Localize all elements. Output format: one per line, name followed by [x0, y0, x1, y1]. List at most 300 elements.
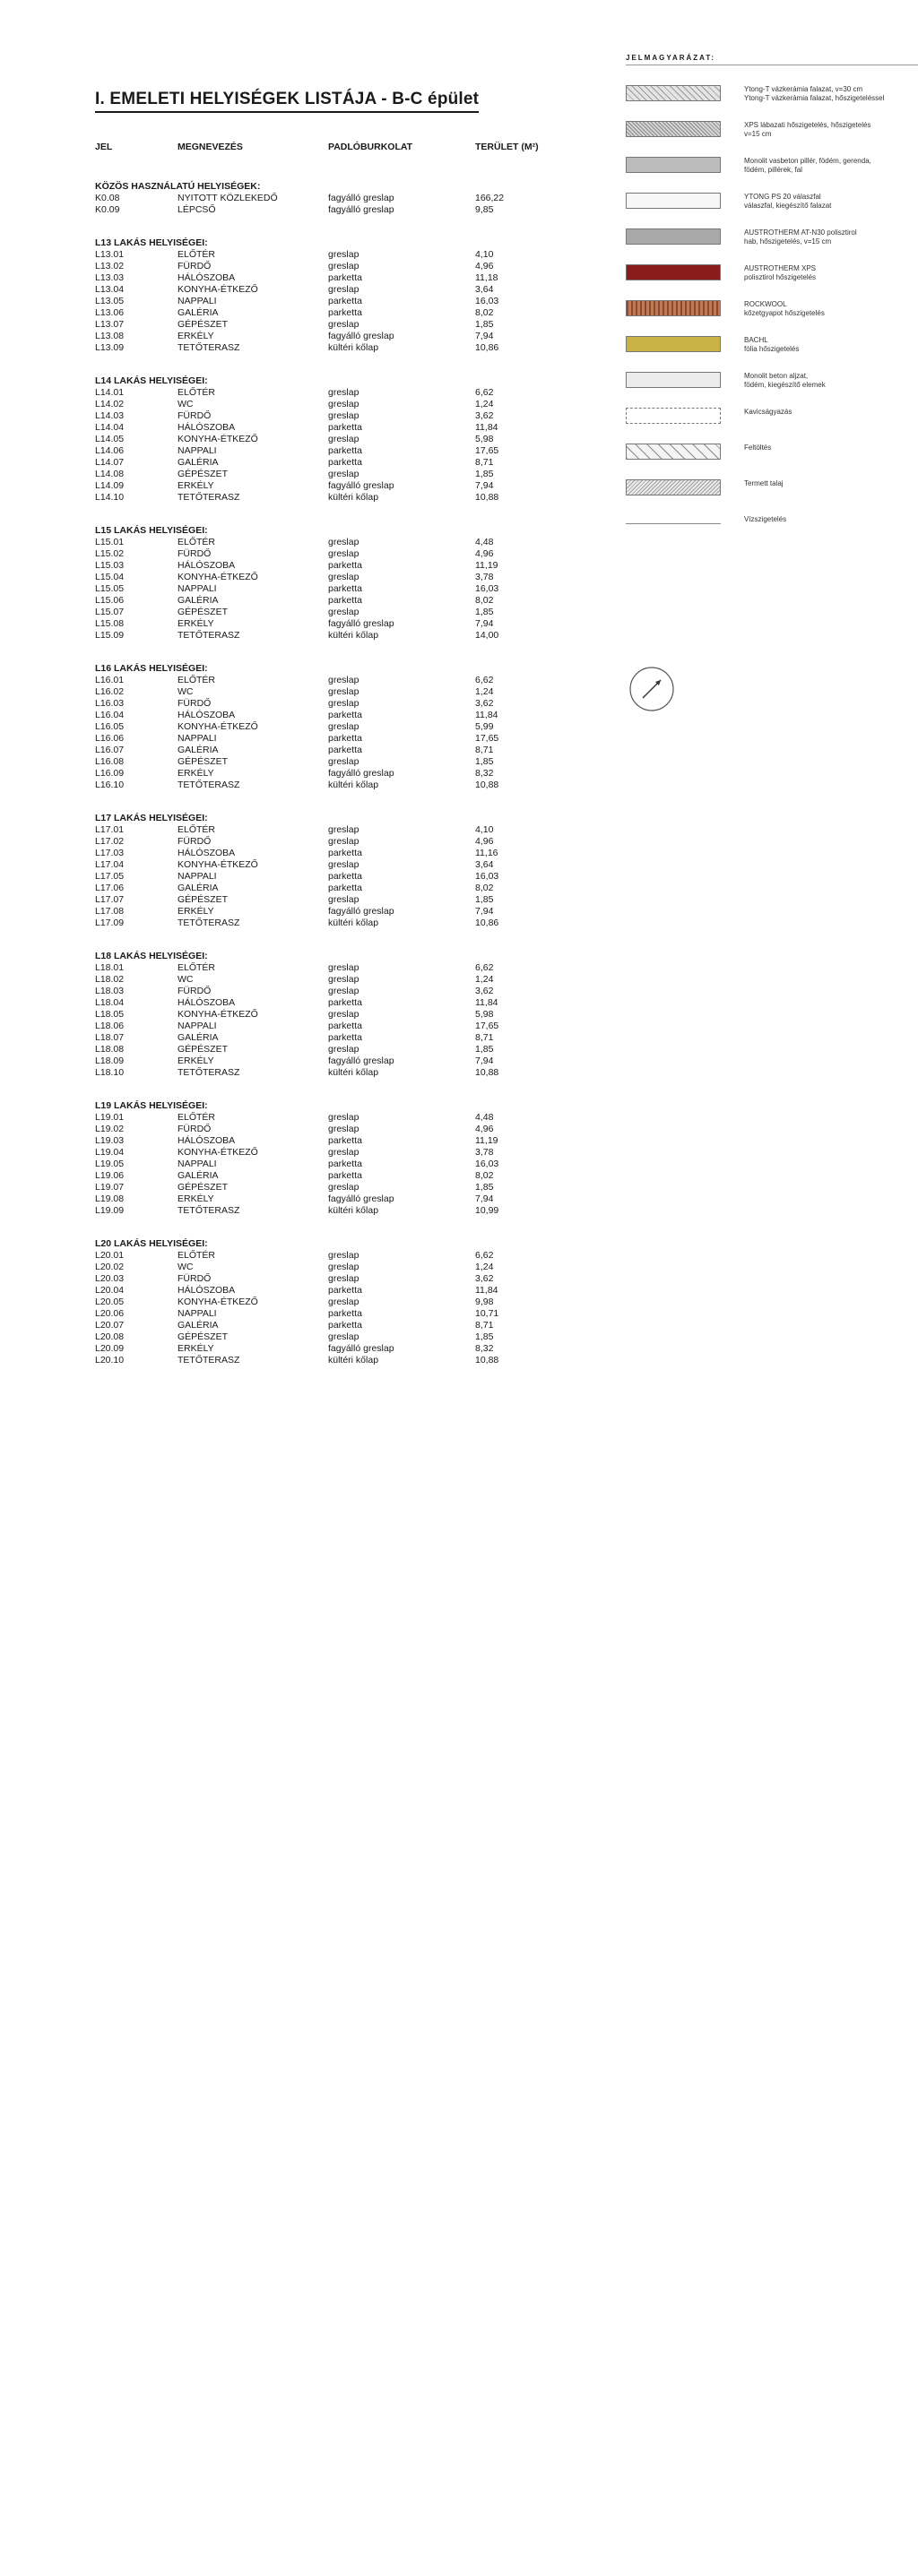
- room-area: 1,85: [475, 1044, 494, 1055]
- legend-swatch: [626, 444, 721, 460]
- room-code: L16.07: [95, 745, 125, 755]
- legend-item: [626, 264, 918, 300]
- room-code: L19.03: [95, 1135, 125, 1146]
- room-section: [95, 525, 579, 642]
- room-code: L19.05: [95, 1159, 125, 1169]
- room-floor: fagyálló greslap: [328, 768, 394, 779]
- table-row: [95, 698, 579, 710]
- table-row: [95, 918, 579, 929]
- room-area: 4,10: [475, 824, 494, 835]
- legend-text: AUSTROTHERM AT-N30 polisztirol hab, hőszigetelés, v=15 cm: [744, 228, 857, 246]
- room-area: 1,24: [475, 1262, 494, 1272]
- room-name: ELŐTÉR: [178, 537, 216, 547]
- room-floor: greslap: [328, 1331, 359, 1342]
- room-name: TETŐTERASZ: [178, 492, 240, 503]
- room-floor: greslap: [328, 894, 359, 905]
- room-name: GALÉRIA: [178, 1320, 219, 1331]
- room-area: 10,88: [475, 1067, 499, 1078]
- room-floor: parketta: [328, 745, 362, 755]
- room-area: 1,24: [475, 399, 494, 409]
- table-row: [95, 537, 579, 548]
- room-floor: greslap: [328, 261, 359, 271]
- room-floor: parketta: [328, 1308, 362, 1319]
- room-code: L16.08: [95, 756, 125, 767]
- table-row: [95, 399, 579, 410]
- room-code: L19.07: [95, 1182, 125, 1193]
- room-code: L16.10: [95, 780, 125, 790]
- header-code: JEL: [95, 142, 113, 152]
- section-title: L14 LAKÁS HELYISÉGEI:: [95, 375, 208, 386]
- page-title: I. EMELETI HELYISÉGEK LISTÁJA - B-C épület: [95, 90, 479, 113]
- legend-item: [626, 515, 918, 551]
- room-code: L18.07: [95, 1032, 125, 1043]
- room-floor: parketta: [328, 871, 362, 882]
- room-name: KONYHA-ÉTKEZŐ: [178, 859, 258, 870]
- room-area: 3,78: [475, 1147, 494, 1158]
- room-area: 4,48: [475, 537, 494, 547]
- legend-swatch: [626, 408, 721, 424]
- room-code: L20.03: [95, 1273, 125, 1284]
- legend-text: Ytong-T vázkerámia falazat, v=30 cm Ytong-T vázkerámia falazat, hőszigeteléssel: [744, 85, 885, 102]
- table-row: [95, 824, 579, 836]
- room-floor: greslap: [328, 1124, 359, 1134]
- room-code: L13.04: [95, 284, 125, 295]
- room-name: GÉPÉSZET: [178, 894, 229, 905]
- table-row: [95, 686, 579, 698]
- room-floor: greslap: [328, 824, 359, 835]
- table-row: [95, 249, 579, 261]
- room-floor: greslap: [328, 721, 359, 732]
- room-code: L14.05: [95, 434, 125, 444]
- table-row: [95, 331, 579, 342]
- room-code: L18.01: [95, 962, 125, 973]
- room-floor: greslap: [328, 986, 359, 996]
- room-floor: parketta: [328, 583, 362, 594]
- legend-text: Vízszigetelés: [744, 515, 787, 523]
- room-code: L16.01: [95, 675, 125, 685]
- room-code: L14.08: [95, 469, 125, 479]
- room-floor: kültéri kőlap: [328, 1205, 379, 1216]
- table-row: [95, 1159, 579, 1170]
- room-area: 10,88: [475, 1355, 499, 1366]
- legend-swatch: [626, 300, 721, 316]
- room-area: 17,65: [475, 733, 499, 744]
- room-code: L14.09: [95, 480, 125, 491]
- table-row: [95, 1055, 579, 1067]
- room-floor: parketta: [328, 883, 362, 893]
- room-code: L18.06: [95, 1021, 125, 1031]
- room-section: [95, 1100, 579, 1217]
- room-code: L14.01: [95, 387, 125, 398]
- room-code: K0.08: [95, 193, 120, 203]
- room-name: ERKÉLY: [178, 480, 214, 491]
- room-area: 5,99: [475, 721, 494, 732]
- table-row: [95, 1273, 579, 1285]
- room-area: 166,22: [475, 193, 505, 203]
- room-code: L18.02: [95, 974, 125, 985]
- legend-swatch: [626, 523, 721, 524]
- room-name: LÉPCSŐ: [178, 204, 216, 215]
- room-floor: parketta: [328, 848, 362, 858]
- table-row: [95, 445, 579, 457]
- section-title: L16 LAKÁS HELYISÉGEI:: [95, 663, 208, 674]
- room-name: GALÉRIA: [178, 595, 219, 606]
- room-name: FÜRDŐ: [178, 1273, 212, 1284]
- room-code: L13.09: [95, 342, 125, 353]
- room-name: WC: [178, 974, 194, 985]
- room-name: ERKÉLY: [178, 1055, 214, 1066]
- room-floor: greslap: [328, 434, 359, 444]
- room-code: L19.09: [95, 1205, 125, 1216]
- table-row: [95, 986, 579, 997]
- room-floor: greslap: [328, 859, 359, 870]
- room-name: GÉPÉSZET: [178, 1044, 229, 1055]
- room-area: 8,71: [475, 1032, 494, 1043]
- table-row: [95, 1355, 579, 1366]
- room-floor: greslap: [328, 1250, 359, 1261]
- legend-item: [626, 444, 918, 479]
- table-row: [95, 572, 579, 583]
- room-code: L16.03: [95, 698, 125, 709]
- table-row: [95, 1205, 579, 1217]
- table-row: [95, 630, 579, 642]
- legend-text: Monolit beton aljzat, födém, kiegészítő elemek: [744, 372, 826, 389]
- room-area: 3,78: [475, 572, 494, 582]
- room-floor: fagyálló greslap: [328, 906, 394, 917]
- room-name: GÉPÉSZET: [178, 1331, 229, 1342]
- room-name: FÜRDŐ: [178, 986, 212, 996]
- room-area: 11,19: [475, 1135, 498, 1146]
- room-floor: greslap: [328, 399, 359, 409]
- table-row: [95, 962, 579, 974]
- room-code: L19.04: [95, 1147, 125, 1158]
- room-area: 11,19: [475, 560, 498, 571]
- room-name: GALÉRIA: [178, 883, 219, 893]
- room-floor: greslap: [328, 410, 359, 421]
- room-floor: greslap: [328, 1182, 359, 1193]
- room-name: TETŐTERASZ: [178, 1067, 240, 1078]
- room-floor: greslap: [328, 962, 359, 973]
- room-area: 7,94: [475, 1193, 494, 1204]
- table-row: [95, 480, 579, 492]
- table-row: [95, 756, 579, 768]
- legend-item: [626, 300, 918, 336]
- room-name: NAPPALI: [178, 1021, 217, 1031]
- room-floor: kültéri kőlap: [328, 630, 379, 641]
- table-row: [95, 780, 579, 791]
- room-code: K0.09: [95, 204, 120, 215]
- room-name: TETŐTERASZ: [178, 780, 240, 790]
- room-floor: parketta: [328, 560, 362, 571]
- table-row: [95, 1285, 579, 1297]
- room-name: TETŐTERASZ: [178, 342, 240, 353]
- legend-swatch: [626, 372, 721, 388]
- table-row: [95, 836, 579, 848]
- legend-item: [626, 228, 918, 264]
- room-section: [95, 1238, 579, 1366]
- room-area: 7,94: [475, 480, 494, 491]
- room-code: L13.08: [95, 331, 125, 341]
- room-floor: greslap: [328, 1147, 359, 1158]
- room-area: 10,88: [475, 492, 499, 503]
- room-name: HÁLÓSZOBA: [178, 848, 236, 858]
- room-name: NAPPALI: [178, 1159, 217, 1169]
- room-name: ERKÉLY: [178, 331, 214, 341]
- room-area: 8,02: [475, 1170, 494, 1181]
- room-code: L20.08: [95, 1331, 125, 1342]
- room-code: L13.07: [95, 319, 125, 330]
- room-code: L18.08: [95, 1044, 125, 1055]
- legend: [626, 54, 918, 551]
- room-name: ELŐTÉR: [178, 962, 216, 973]
- room-area: 11,84: [475, 997, 498, 1008]
- legend-text: AUSTROTHERM XPS polisztirol hőszigetelés: [744, 264, 817, 281]
- table-row: [95, 848, 579, 859]
- room-code: L17.08: [95, 906, 125, 917]
- room-floor: greslap: [328, 1262, 359, 1272]
- room-name: GALÉRIA: [178, 1032, 219, 1043]
- room-code: L19.06: [95, 1170, 125, 1181]
- room-area: 1,85: [475, 319, 494, 330]
- table-row: [95, 721, 579, 733]
- table-row: [95, 1124, 579, 1135]
- room-name: GÉPÉSZET: [178, 1182, 229, 1193]
- legend-item: [626, 193, 918, 228]
- table-row: [95, 548, 579, 560]
- room-code: L15.01: [95, 537, 125, 547]
- room-name: NAPPALI: [178, 445, 217, 456]
- legend-text: BACHL fólia hőszigetelés: [744, 336, 800, 353]
- room-floor: parketta: [328, 296, 362, 306]
- room-area: 4,96: [475, 548, 494, 559]
- room-code: L15.03: [95, 560, 125, 571]
- room-area: 4,96: [475, 836, 494, 847]
- legend-item: [626, 157, 918, 193]
- room-floor: greslap: [328, 1112, 359, 1123]
- room-name: HÁLÓSZOBA: [178, 560, 236, 571]
- table-row: [95, 1262, 579, 1273]
- table-row: [95, 974, 579, 986]
- room-area: 7,94: [475, 331, 494, 341]
- room-area: 16,03: [475, 583, 499, 594]
- legend-item: [626, 479, 918, 515]
- room-floor: parketta: [328, 595, 362, 606]
- room-area: 17,65: [475, 1021, 499, 1031]
- room-area: 11,16: [475, 848, 498, 858]
- room-name: KONYHA-ÉTKEZŐ: [178, 1009, 258, 1020]
- room-floor: greslap: [328, 1044, 359, 1055]
- room-name: WC: [178, 686, 194, 697]
- room-code: L14.03: [95, 410, 125, 421]
- room-floor: fagyálló greslap: [328, 1055, 394, 1066]
- table-row: [95, 296, 579, 307]
- legend-item: [626, 85, 918, 121]
- room-name: FÜRDŐ: [178, 410, 212, 421]
- table-row: [95, 204, 579, 216]
- room-floor: parketta: [328, 1159, 362, 1169]
- room-name: GALÉRIA: [178, 1170, 219, 1181]
- room-area: 17,65: [475, 445, 499, 456]
- legend-swatch: [626, 121, 721, 137]
- room-name: GÉPÉSZET: [178, 607, 229, 617]
- room-floor: parketta: [328, 710, 362, 720]
- legend-swatch: [626, 264, 721, 280]
- room-section: [95, 181, 579, 216]
- room-section: [95, 951, 579, 1079]
- room-area: 8,71: [475, 1320, 494, 1331]
- room-code: L17.01: [95, 824, 125, 835]
- room-name: KONYHA-ÉTKEZŐ: [178, 721, 258, 732]
- table-row: [95, 1193, 579, 1205]
- room-floor: parketta: [328, 1021, 362, 1031]
- table-row: [95, 906, 579, 918]
- legend-text: Termett talaj: [744, 479, 784, 487]
- section-title: L15 LAKÁS HELYISÉGEI:: [95, 525, 208, 536]
- room-code: L16.02: [95, 686, 125, 697]
- room-area: 11,18: [475, 272, 498, 283]
- room-floor: greslap: [328, 974, 359, 985]
- room-name: KONYHA-ÉTKEZŐ: [178, 284, 258, 295]
- table-row: [95, 1032, 579, 1044]
- room-name: HÁLÓSZOBA: [178, 1285, 236, 1296]
- table-row: [95, 1009, 579, 1021]
- room-floor: parketta: [328, 1135, 362, 1146]
- room-area: 8,71: [475, 745, 494, 755]
- room-code: L18.03: [95, 986, 125, 996]
- legend-item: [626, 121, 918, 157]
- room-floor: greslap: [328, 756, 359, 767]
- room-code: L13.05: [95, 296, 125, 306]
- room-code: L19.01: [95, 1112, 125, 1123]
- legend-text: Kavicságyazás: [744, 408, 792, 416]
- room-name: GÉPÉSZET: [178, 469, 229, 479]
- room-name: GÉPÉSZET: [178, 319, 229, 330]
- room-code: L20.04: [95, 1285, 125, 1296]
- room-name: FÜRDŐ: [178, 548, 212, 559]
- room-floor: greslap: [328, 537, 359, 547]
- table-row: [95, 768, 579, 780]
- room-area: 5,98: [475, 1009, 494, 1020]
- room-area: 16,03: [475, 296, 499, 306]
- room-code: L17.06: [95, 883, 125, 893]
- room-area: 7,94: [475, 618, 494, 629]
- room-floor: parketta: [328, 1170, 362, 1181]
- room-name: GÉPÉSZET: [178, 756, 229, 767]
- table-row: [95, 871, 579, 883]
- table-row: [95, 745, 579, 756]
- table-row: [95, 859, 579, 871]
- room-section: [95, 375, 579, 504]
- room-floor: parketta: [328, 272, 362, 283]
- room-section: [95, 237, 579, 354]
- legend-swatch: [626, 479, 721, 495]
- table-row: [95, 1067, 579, 1079]
- room-name: HÁLÓSZOBA: [178, 1135, 236, 1146]
- room-area: 4,48: [475, 1112, 494, 1123]
- room-name: ERKÉLY: [178, 1343, 214, 1354]
- table-row: [95, 675, 579, 686]
- room-name: NAPPALI: [178, 733, 217, 744]
- table-row: [95, 261, 579, 272]
- room-code: L18.04: [95, 997, 125, 1008]
- table-row: [95, 434, 579, 445]
- room-area: 9,85: [475, 204, 494, 215]
- room-name: NYITOTT KÖZLEKEDŐ: [178, 193, 278, 203]
- legend-text: ROCKWOOL kőzetgyapot hőszigetelés: [744, 300, 825, 317]
- room-code: L14.06: [95, 445, 125, 456]
- table-row: [95, 1044, 579, 1055]
- room-floor: greslap: [328, 1297, 359, 1307]
- room-floor: greslap: [328, 1009, 359, 1020]
- table-row: [95, 894, 579, 906]
- room-floor: greslap: [328, 572, 359, 582]
- legend-swatch: [626, 336, 721, 352]
- room-area: 1,85: [475, 894, 494, 905]
- room-floor: greslap: [328, 686, 359, 697]
- section-title: L20 LAKÁS HELYISÉGEI:: [95, 1238, 208, 1249]
- room-floor: parketta: [328, 1320, 362, 1331]
- room-area: 7,94: [475, 906, 494, 917]
- room-code: L18.05: [95, 1009, 125, 1020]
- table-row: [95, 1170, 579, 1182]
- table-row: [95, 1320, 579, 1331]
- room-area: 4,96: [475, 261, 494, 271]
- room-code: L13.03: [95, 272, 125, 283]
- room-area: 16,03: [475, 1159, 499, 1169]
- table-row: [95, 1147, 579, 1159]
- room-area: 3,62: [475, 1273, 494, 1284]
- room-code: L15.02: [95, 548, 125, 559]
- room-name: FÜRDŐ: [178, 261, 212, 271]
- room-floor: kültéri kőlap: [328, 492, 379, 503]
- room-area: 11,84: [475, 422, 498, 433]
- room-code: L13.06: [95, 307, 125, 318]
- table-row: [95, 1135, 579, 1147]
- room-code: L17.04: [95, 859, 125, 870]
- table-row: [95, 1331, 579, 1343]
- room-code: L14.02: [95, 399, 125, 409]
- room-name: NAPPALI: [178, 296, 217, 306]
- section-title: L18 LAKÁS HELYISÉGEI:: [95, 951, 208, 961]
- table-row: [95, 387, 579, 399]
- room-area: 3,64: [475, 859, 494, 870]
- room-floor: greslap: [328, 469, 359, 479]
- room-floor: kültéri kőlap: [328, 1067, 379, 1078]
- room-area: 3,62: [475, 986, 494, 996]
- table-row: [95, 595, 579, 607]
- room-code: L15.08: [95, 618, 125, 629]
- legend-item: [626, 336, 918, 372]
- room-floor: fagyálló greslap: [328, 1343, 394, 1354]
- room-name: ELŐTÉR: [178, 675, 216, 685]
- legend-swatch: [626, 193, 721, 209]
- room-name: KONYHA-ÉTKEZŐ: [178, 1147, 258, 1158]
- room-floor: kültéri kőlap: [328, 918, 379, 928]
- room-name: ELŐTÉR: [178, 1250, 216, 1261]
- room-area: 1,24: [475, 686, 494, 697]
- room-name: KONYHA-ÉTKEZŐ: [178, 572, 258, 582]
- legend-item: [626, 408, 918, 444]
- room-name: FÜRDŐ: [178, 1124, 212, 1134]
- room-area: 3,62: [475, 698, 494, 709]
- room-floor: greslap: [328, 836, 359, 847]
- room-area: 5,98: [475, 434, 494, 444]
- room-code: L19.08: [95, 1193, 125, 1204]
- room-area: 6,62: [475, 962, 494, 973]
- room-floor: greslap: [328, 1273, 359, 1284]
- room-code: L15.06: [95, 595, 125, 606]
- table-row: [95, 272, 579, 284]
